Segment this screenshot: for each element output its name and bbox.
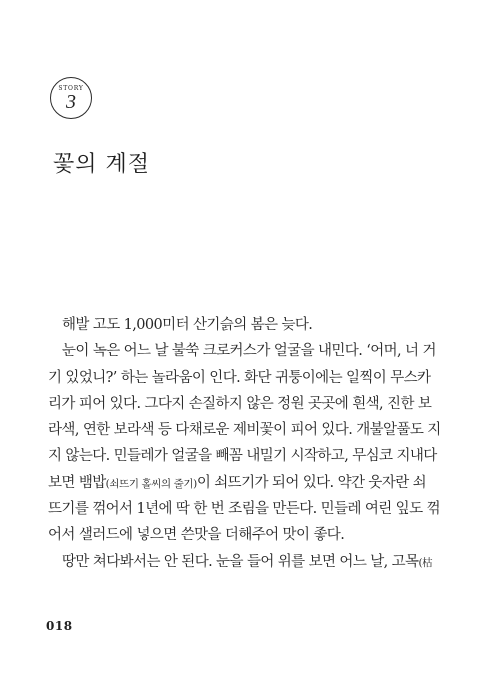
text-line: [48, 470, 452, 496]
text-line: 리가 피어 있다. 그다지 손질하지 않은 정원 곳곳에 흰색, 진한 보: [48, 395, 432, 412]
text-line: 기 있었니?’ 하는 놀라움이 인다. 화단 귀퉁이에는 일찍이 무스카: [48, 369, 431, 386]
annotation-small: (쇠뜨기 홀씨의 줄기): [105, 477, 197, 490]
text-fragment: 땅만 쳐다봐서는 안 된다. 눈을 들어 위를 보면 어느 날, 고목: [62, 553, 419, 570]
text-fragment: 이 쇠뜨기가 되어 있다. 약간 웃자란 쇠: [196, 474, 427, 491]
story-number: 3: [66, 91, 76, 113]
page-number: 018: [46, 619, 73, 633]
text-fragment: 보면 뱀밥: [48, 474, 106, 491]
text-line: 지 않는다. 민들레가 얼굴을 빼꼼 내밀기 시작하고, 무심코 지내다: [48, 448, 437, 465]
story-badge: [50, 77, 92, 119]
text-line: [48, 549, 452, 575]
text-line: 라색, 연한 보라색 등 다채로운 제비꽃이 피어 있다. 개불알풀도 지: [48, 422, 441, 439]
text-line: 어서 샐러드에 넣으면 쓴맛을 더해주어 맛이 좋다.: [48, 527, 345, 544]
annotation-small: (枯: [418, 556, 433, 569]
body-text: [48, 312, 452, 575]
text-line: 눈이 녹은 어느 날 불쑥 크로커스가 얼굴을 내민다. ‘어머, 너 거: [62, 343, 436, 360]
text-line: 뜨기를 꺾어서 1년에 딱 한 번 조림을 만든다. 민들레 여린 잎도 꺾: [48, 501, 440, 518]
text-line: 해발 고도 1,000미터 산기슭의 봄은 늦다.: [62, 317, 313, 333]
story-label: STORY: [58, 85, 84, 92]
chapter-title: 꽃의 계절: [53, 152, 151, 177]
